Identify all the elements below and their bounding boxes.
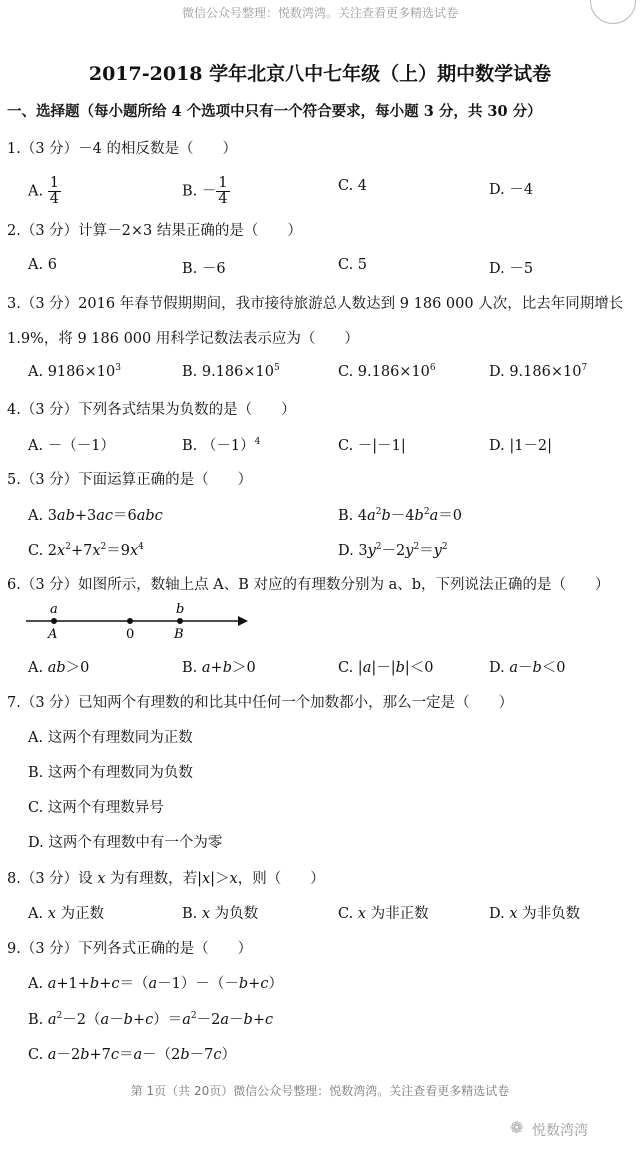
point-a [51,618,57,624]
label-0: 0 [126,627,135,642]
page-footer: 第 1页（共 20页）微信公众号整理：悦数湾湾。关注查看更多精选试卷 [130,1084,510,1098]
q2-stem: 2.（3 分）计算－2×3 结果正确的是（ ） [7,223,302,239]
q1-option-c: C. 4 [338,178,368,194]
q6-option-a: A. ab＞0 [28,660,90,676]
q3-stem-line1: 3.（3 分）2016 年春节假期期间，我市接待旅游总人数达到 9 186 000 人次，比去年同期增长 [7,296,624,312]
q9-option-c: C. a－2b+7c＝a－（2b－7c） [28,1047,237,1063]
q7-option-a: A. 这两个有理数同为正数 [28,730,193,746]
page-title: 2017-2018 学年北京八中七年级（上）期中数学试卷 [88,63,552,85]
q2-option-d: D. －5 [489,261,534,277]
q4-option-a: A. －（－1） [28,438,115,454]
q7-stem: 7.（3 分）已知两个有理数的和比其中任何一个加数都小，那么一定是（ ） [7,695,514,711]
label-B: B [174,627,184,642]
q2-option-a: A. 6 [28,257,57,273]
q7-option-c: C. 这两个有理数异号 [28,800,164,816]
q6-stem: 6.（3 分）如图所示，数轴上点 A、B 对应的有理数分别为 a、b，下列说法正确的是（ ） [7,577,610,593]
q8-stem: 8.（3 分）设 x 为有理数，若|x|＞x，则（ ） [7,871,325,887]
q3-option-c: C. $9.186\times 10^6$ [338,363,436,380]
q3-option-d: D. $9.186\times 10^7$ [489,363,588,380]
q5-stem: 5.（3 分）下面运算正确的是（ ） [7,472,253,488]
q2-option-c: C. 5 [338,257,368,273]
point-origin [127,618,133,624]
watermark: 悦数湾湾 [532,1123,588,1139]
q3-option-b: B. $9.186\times 10^5$ [182,363,280,380]
q7-option-d: D. 这两个有理数中有一个为零 [28,835,223,851]
q7-option-b: B. 这两个有理数同为负数 [28,765,193,781]
q4-stem: 4.（3 分）下列各式结果为负数的是（ ） [7,402,296,418]
section-heading: 一、选择题（每小题所给 4 个选项中只有一个符合要求，每小题 3 分，共 30 分） [7,103,542,120]
q4-option-b: B. $(-1)^4$ [182,437,261,454]
q8-option-c: C. x 为非正数 [338,906,429,922]
label-a: a [50,602,58,617]
q1-option-a: A. $\frac{1}{4}$ [28,175,59,207]
q1-option-d: D. －4 [489,182,534,198]
q3-option-a: A. $9186\times 10^3$ [28,363,121,380]
q6-option-c: C. |a|－|b|＜0 [338,660,434,676]
q9-stem: 9.（3 分）下列各式正确的是（ ） [7,941,253,957]
q8-option-d: D. x 为非负数 [489,906,581,922]
number-line-diagram [20,600,260,644]
page-header: 微信公众号整理：悦数湾湾。关注查看更多精选试卷 [181,6,458,20]
q1-stem: 1.（3 分）－4 的相反数是（ ） [7,141,238,157]
wechat-icon: ❁ [510,1118,524,1137]
q8-option-b: B. x 为负数 [182,906,259,922]
q8-option-a: A. x 为正数 [28,906,104,922]
arrow-head-icon [238,616,248,626]
q4-option-c: C. －|－1| [338,438,406,454]
q5-option-a: A. 3ab+3ac＝6abc [28,508,163,524]
q9-option-a: A. a+1+b+c＝（a－1）－（－b+c） [28,976,283,992]
q2-option-b: B. －6 [182,261,226,277]
q5-option-b: B. $4a^2b-4b^2a=0$ [338,507,462,524]
q6-option-d: D. a－b＜0 [489,660,566,676]
q5-option-d: D. $3y^2-2y^2=y^2$ [338,542,448,559]
label-b: b [176,602,185,617]
q9-option-b: B. $a^2-2(a-b+c)=a^2-2a-b+c$ [28,1011,274,1028]
q3-stem-line2: 1.9%，将 9 186 000 用科学记数法表示应为（ ） [7,331,359,347]
q1-option-b: B. － $\frac{1}{4}$ [182,175,228,207]
q6-option-b: B. a+b＞0 [182,660,256,676]
q5-option-c: C. $2x^2+7x^2=9x^4$ [28,542,144,559]
label-A: A [48,627,58,642]
point-b [177,618,183,624]
q4-option-d: D. |1－2| [489,438,553,454]
